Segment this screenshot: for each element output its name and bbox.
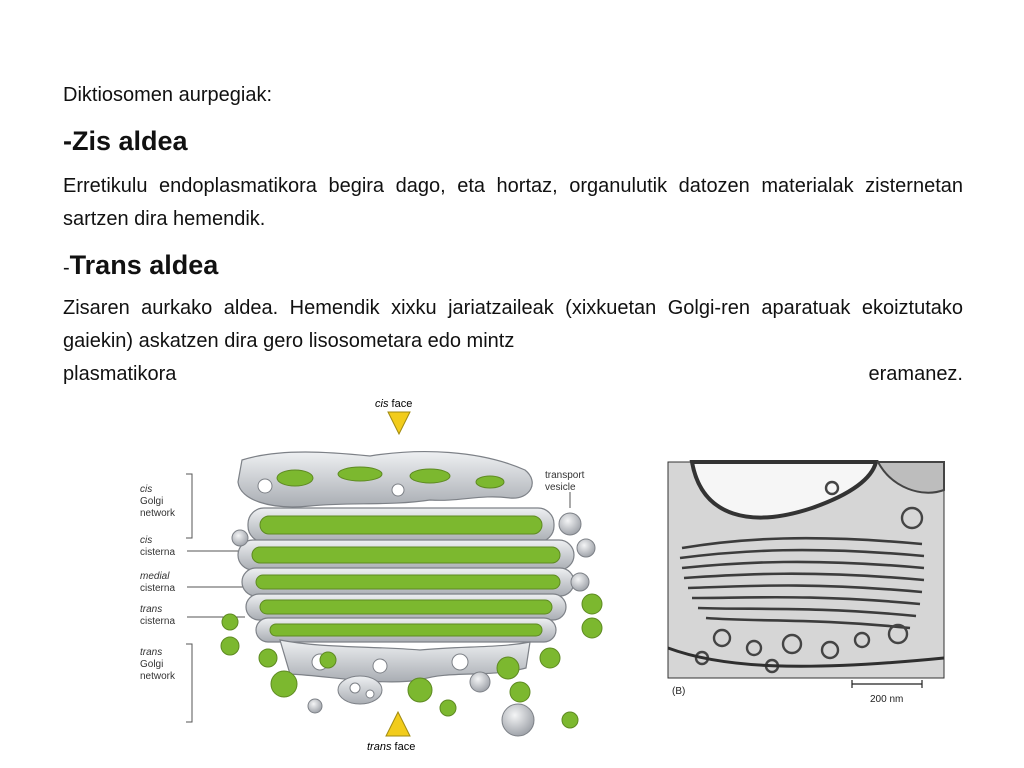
- cis-face-label: cis face: [375, 398, 413, 410]
- cis-cisterna-label: cis cisterna: [140, 535, 176, 558]
- cisternae-stack: [238, 508, 574, 642]
- cis-golgi-network: [238, 452, 532, 507]
- trans-golgi-network: [280, 640, 530, 704]
- medial-cisterna-label: medial cisterna: [140, 571, 176, 594]
- trans-face-arrow-icon: [386, 712, 410, 736]
- scale-bar-label: 200 nm: [870, 694, 904, 705]
- trans-face-label: trans face: [367, 741, 416, 753]
- cis-paragraph: Erretikulu endoplasmatikora begira dago, eta hortaz, organulutik datozen materialak zisternetan sartzen dira hemendik.: [63, 175, 963, 230]
- golgi-diagram: [130, 390, 630, 755]
- transport-vesicle-label: transport vesicle: [545, 470, 585, 493]
- intro-line: Diktiosomen aurpegiak:: [63, 84, 272, 106]
- electron-micrograph: [662, 458, 947, 708]
- cis-golgi-network-label: cis Golgi network: [140, 484, 176, 519]
- trans-cisterna-label: trans cisterna: [140, 604, 176, 627]
- trans-heading: -Trans aldea: [63, 250, 219, 280]
- trans-paragraph: [63, 292, 963, 391]
- cis-heading: -Zis aldea: [63, 126, 188, 156]
- cis-face-arrow-icon: [388, 412, 410, 434]
- trans-golgi-network-label: trans Golgi network: [140, 647, 176, 682]
- micrograph-panel-label: (B): [672, 686, 686, 697]
- trans-paragraph-end-left: plasmatikora: [63, 363, 177, 385]
- trans-paragraph-body: Zisaren aurkako aldea. Hemendik xixku jariatzaileak (xixkuetan Golgi-ren aparatuak ekoiztutako gaiekin) askatzen dira gero lisosometara edo mintz: [63, 297, 963, 352]
- trans-paragraph-last-line: [63, 358, 963, 391]
- trans-paragraph-end-right: eramanez.: [868, 363, 963, 385]
